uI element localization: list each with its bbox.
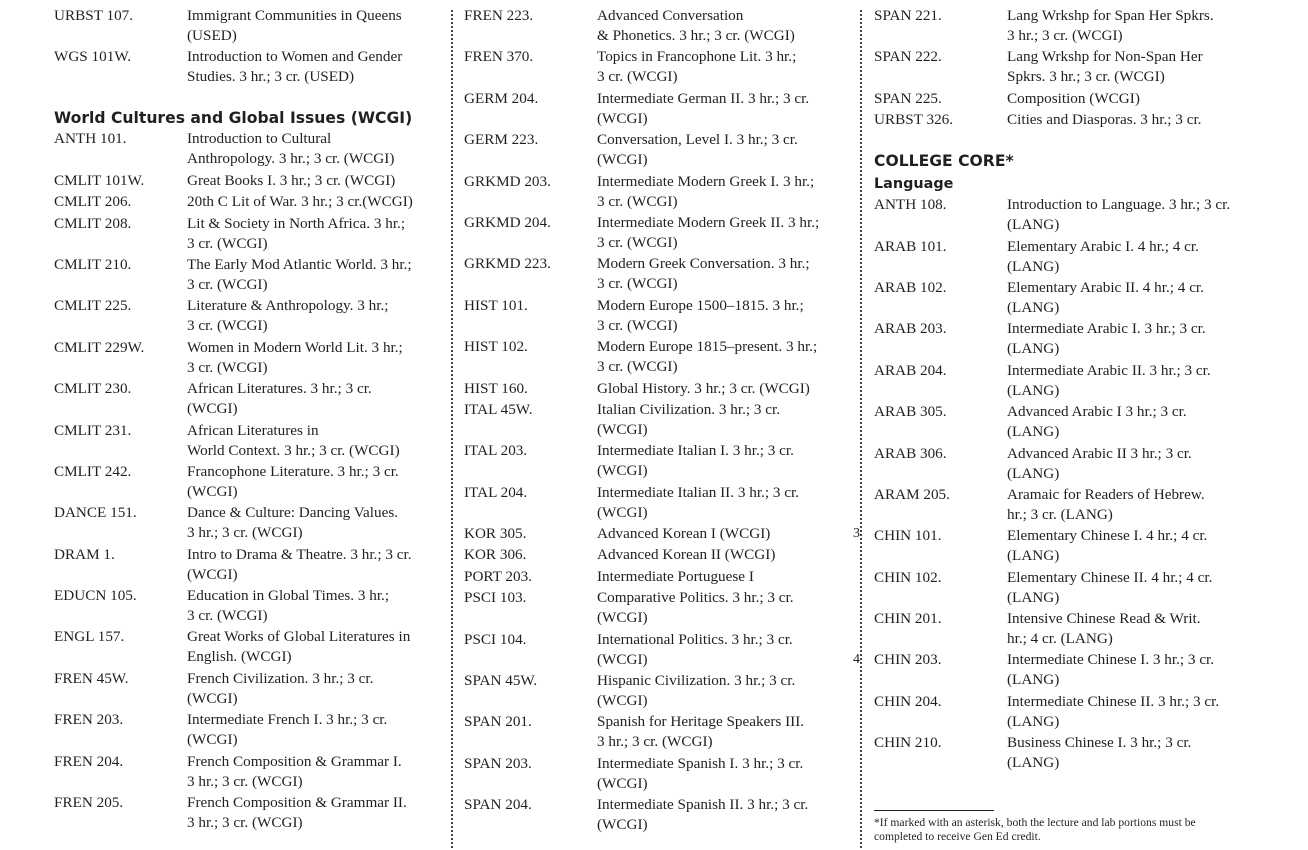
course-title: Intermediate Italian I. 3 hr.; 3 cr. (WCGI) [597,442,794,480]
course-entry [874,402,1264,442]
course-entry [874,650,1264,690]
course-entry [464,6,854,46]
course-code: KOR 306. [464,546,527,564]
course-title: African Literatures in World Context. 3 hr.; 3 cr. (WCGI) [187,421,400,459]
course-entry [874,195,1264,235]
course-code: EDUCN 105. [54,587,137,605]
subheading-language: Language [874,176,954,193]
course-title: Intro to Drama & Theatre. 3 hr.; 3 cr. (WCGI) [187,545,412,583]
course-title: Advanced Conversation & Phonetics. 3 hr.; 3 cr. (WCGI) [597,7,795,44]
course-code: FREN 223. [464,7,534,24]
course-title: Cities and Diasporas. 3 hr.; 3 cr. [1007,111,1202,129]
course-entry [54,545,444,585]
course-title: Spanish for Heritage Speakers III. 3 hr.; 3 cr. (WCGI) [597,713,805,751]
course-title: Introduction to Language. 3 hr.; 3 cr. (LANG) [1007,196,1231,234]
course-code: ARAB 305. [874,403,947,421]
course-title: Lit & Society in North Africa. 3 hr.; 3 cr. (WCGI) [187,214,406,252]
course-code: FREN 205. [54,794,124,812]
course-code: PSCI 104. [464,630,527,648]
course-entry [874,110,1264,130]
section-heading-college-core: COLLEGE CORE* [874,152,1014,171]
course-code: URBST 326. [874,111,954,129]
course-code: CMLIT 230. [54,380,132,398]
course-code: CMLIT 231. [54,421,132,439]
course-code: CHIN 101. [874,527,942,545]
course-entry [54,710,444,750]
course-code: CHIN 210. [874,734,942,752]
course-entry [54,6,444,46]
course-code: DANCE 151. [54,504,137,522]
course-title: Immigrant Communities in Queens (USED) [187,7,402,44]
course-code: SPAN 203. [464,754,532,772]
course-title: Business Chinese I. 3 hr.; 3 cr. (LANG) [1007,734,1192,772]
course-title: Education in Global Times. 3 hr.; 3 cr. (WCGI) [187,587,390,625]
course-entry [54,338,444,378]
course-title: Elementary Chinese II. 4 hr.; 4 cr. (LANG) [1007,568,1213,606]
course-code: FREN 45W. [54,669,129,687]
course-code: ANTH 101. [54,130,127,148]
course-code: HIST 101. [464,296,528,314]
course-entry [874,526,1264,566]
course-code: CHIN 102. [874,568,942,586]
course-title: Introduction to Women and Gender Studies. 3 hr.; 3 cr. (USED) [187,48,403,86]
course-entry [54,192,444,212]
course-entry [54,47,444,87]
course-code: GERM 204. [464,89,539,107]
course-code: CHIN 203. [874,651,942,669]
course-title: Advanced Arabic II 3 hr.; 3 cr. (LANG) [1007,444,1192,482]
course-code: GRKMD 203. [464,172,551,190]
course-entry [464,545,854,565]
course-title: Intermediate Portuguese I [597,567,754,585]
course-title: Dance & Culture: Dancing Values. 3 hr.; 3 cr. (WCGI) [187,504,399,542]
course-title: Great Books I. 3 hr.; 3 cr. (WCGI) [187,171,396,189]
course-title: Elementary Arabic II. 4 hr.; 4 cr. (LANG) [1007,278,1204,316]
course-code: CMLIT 225. [54,297,132,315]
course-entry [464,47,854,87]
course-code: CHIN 201. [874,610,942,628]
course-entry [54,752,444,792]
course-code: HIST 160. [464,379,528,397]
course-entry [54,129,444,169]
course-entry [464,254,854,294]
course-title: Global History. 3 hr.; 3 cr. (WCGI) [597,379,810,397]
course-title: Advanced Korean I (WCGI) [597,525,771,543]
course-entry [464,630,854,670]
course-code: ENGL 157. [54,628,125,646]
course-code: CMLIT 208. [54,214,132,232]
course-title: African Literatures. 3 hr.; 3 cr. (WCGI) [187,380,372,418]
course-entry [54,296,444,336]
course-code: HIST 102. [464,338,528,356]
course-code: ARAB 203. [874,320,947,338]
course-title: Introduction to Cultural Anthropology. 3 hr.; 3 cr. (WCGI) [187,130,395,168]
course-title: Advanced Korean II (WCGI) [597,546,776,564]
course-code: SPAN 222. [874,48,942,66]
course-entry [54,793,444,833]
course-entry [874,89,1264,109]
course-code: URBST 107. [54,7,134,24]
course-entry [464,712,854,752]
course-entry [874,319,1264,359]
course-title: International Politics. 3 hr.; 3 cr. (WCGI) [597,630,793,668]
course-entry [54,462,444,502]
course-title: Intermediate Spanish I. 3 hr.; 3 cr. (WCGI) [597,754,804,792]
course-title: Great Works of Global Literatures in English. (WCGI) [187,628,411,666]
course-code: ARAM 205. [874,485,950,503]
course-entry [874,692,1264,732]
course-list [874,195,1264,773]
course-title: The Early Mod Atlantic World. 3 hr.; 3 cr. (WCGI) [187,255,412,293]
course-list [54,129,444,833]
course-code: FREN 204. [54,752,124,770]
course-entry [464,483,854,523]
course-code: ITAL 45W. [464,400,533,418]
course-code: CMLIT 242. [54,462,132,480]
course-code: CMLIT 101W. [54,171,145,189]
course-entry [464,296,854,336]
course-title: 20th C Lit of War. 3 hr.; 3 cr.(WCGI) [187,193,413,211]
course-entry [464,441,854,481]
course-entry [464,130,854,170]
course-code: CHIN 204. [874,692,942,710]
course-code: ANTH 108. [874,196,947,214]
course-title: Intermediate Spanish II. 3 hr.; 3 cr. (WCGI) [597,796,809,834]
course-code: WGS 101W. [54,48,132,66]
course-code: PSCI 103. [464,589,527,607]
course-code: ARAB 102. [874,278,947,296]
course-code: SPAN 204. [464,796,532,814]
course-entry [874,485,1264,525]
course-title: Elementary Chinese I. 4 hr.; 4 cr. (LANG) [1007,527,1208,565]
course-entry [464,671,854,711]
course-code: CMLIT 210. [54,255,132,273]
course-title: Intermediate French I. 3 hr.; 3 cr. (WCGI) [187,711,388,749]
course-entry [874,47,1264,87]
stray-digit: 3 [853,526,860,541]
course-title: Comparative Politics. 3 hr.; 3 cr. (WCGI) [597,589,794,627]
course-entry [464,588,854,628]
course-entry [874,444,1264,484]
course-title: Italian Civilization. 3 hr.; 3 cr. (WCGI) [597,400,781,438]
course-entry [464,337,854,377]
section-heading-wcgi: World Cultures and Global Issues (WCGI) [54,109,413,128]
course-title: Lang Wrkshp for Span Her Spkrs. 3 hr.; 3 cr. (WCGI) [1007,7,1214,44]
course-title: Topics in Francophone Lit. 3 hr.; 3 cr. (WCGI) [597,48,797,86]
course-entry [54,503,444,543]
course-title: French Composition & Grammar I. 3 hr.; 3 cr. (WCGI) [187,752,402,790]
course-entry [874,609,1264,649]
course-code: GRKMD 223. [464,255,551,273]
course-code: KOR 305. [464,525,527,543]
column-1 [54,6,444,834]
course-entry [54,586,444,626]
course-entry [874,361,1264,401]
footnote-rule [874,810,994,811]
course-title: Aramaic for Readers of Hebrew. hr.; 3 cr. (LANG) [1007,485,1205,523]
course-title: Literature & Anthropology. 3 hr.; 3 cr. (WCGI) [187,297,389,335]
course-title: Intermediate Chinese I. 3 hr.; 3 cr. (LANG) [1007,651,1215,689]
course-code: GERM 223. [464,131,539,149]
footnote: *If marked with an asterisk, both the lecture and lab portions must be completed to receive Gen Ed credit. [874,816,1196,843]
course-entry [874,6,1264,46]
course-entry [464,213,854,253]
course-title: Intermediate Arabic II. 3 hr.; 3 cr. (LANG) [1007,361,1211,399]
course-entry [54,627,444,667]
course-code: CMLIT 206. [54,193,132,211]
course-entry [464,400,854,440]
course-entry [874,568,1264,608]
course-title: Conversation, Level I. 3 hr.; 3 cr. (WCGI) [597,131,798,169]
course-title: Modern Greek Conversation. 3 hr.; 3 cr. (WCGI) [597,255,810,293]
course-entry [54,214,444,254]
course-code: SPAN 225. [874,89,942,107]
course-entry [464,567,854,587]
course-title: Women in Modern World Lit. 3 hr.; 3 cr. (WCGI) [187,338,403,376]
course-entry [54,669,444,709]
course-title: French Civilization. 3 hr.; 3 cr. (WCGI) [187,669,374,707]
course-list [874,6,1264,130]
course-code: ITAL 204. [464,483,528,501]
course-title: Composition (WCGI) [1007,89,1140,107]
course-code: DRAM 1. [54,545,115,563]
course-code: SPAN 221. [874,7,942,24]
course-code: FREN 203. [54,711,124,729]
course-code: ARAB 101. [874,237,947,255]
course-entry [874,733,1264,773]
course-code: ARAB 204. [874,361,947,379]
course-code: CMLIT 229W. [54,338,145,356]
stray-digit: 4 [853,652,860,667]
course-entry [464,524,854,544]
column-3 [874,6,1264,775]
course-title: Intermediate Italian II. 3 hr.; 3 cr. (WCGI) [597,483,799,521]
course-title: Advanced Arabic I 3 hr.; 3 cr. (LANG) [1007,403,1187,441]
course-code: ITAL 203. [464,442,528,460]
course-entry [464,172,854,212]
course-title: Elementary Arabic I. 4 hr.; 4 cr. (LANG) [1007,237,1199,275]
course-title: Intermediate Modern Greek I. 3 hr.; 3 cr. (WCGI) [597,172,815,210]
course-entry [464,89,854,129]
course-title: Lang Wrkshp for Non-Span Her Spkrs. 3 hr.; 3 cr. (WCGI) [1007,48,1203,86]
course-entry [464,379,854,399]
course-code: PORT 203. [464,567,533,585]
course-code: GRKMD 204. [464,213,551,231]
course-code: SPAN 45W. [464,672,538,690]
course-title: Modern Europe 1500–1815. 3 hr.; 3 cr. (WCGI) [597,296,804,334]
column-2 [464,6,854,837]
course-entry [874,237,1264,277]
course-code: SPAN 201. [464,713,532,731]
column-divider [860,10,862,848]
course-title: Intermediate Arabic I. 3 hr.; 3 cr. (LANG) [1007,320,1206,358]
course-title: French Composition & Grammar II. 3 hr.; 3 cr. (WCGI) [187,794,407,832]
course-title: Intensive Chinese Read & Writ. hr.; 4 cr. (LANG) [1007,610,1201,648]
course-list [54,6,444,87]
course-title: Francophone Literature. 3 hr.; 3 cr. (WCGI) [187,462,399,500]
course-entry [54,171,444,191]
course-entry [874,278,1264,318]
course-title: Hispanic Civilization. 3 hr.; 3 cr. (WCGI) [597,672,796,710]
course-title: Intermediate Modern Greek II. 3 hr.; 3 cr. (WCGI) [597,213,820,251]
course-list [464,6,854,835]
course-code: ARAB 306. [874,444,947,462]
course-code: FREN 370. [464,48,534,66]
course-title: Intermediate German II. 3 hr.; 3 cr. (WCGI) [597,89,810,127]
course-entry [464,795,854,835]
course-entry [54,379,444,419]
column-divider [451,10,453,848]
course-title: Intermediate Chinese II. 3 hr.; 3 cr. (LANG) [1007,692,1220,730]
course-entry [54,255,444,295]
course-entry [54,421,444,461]
course-title: Modern Europe 1815–present. 3 hr.; 3 cr. (WCGI) [597,338,818,376]
course-entry [464,754,854,794]
